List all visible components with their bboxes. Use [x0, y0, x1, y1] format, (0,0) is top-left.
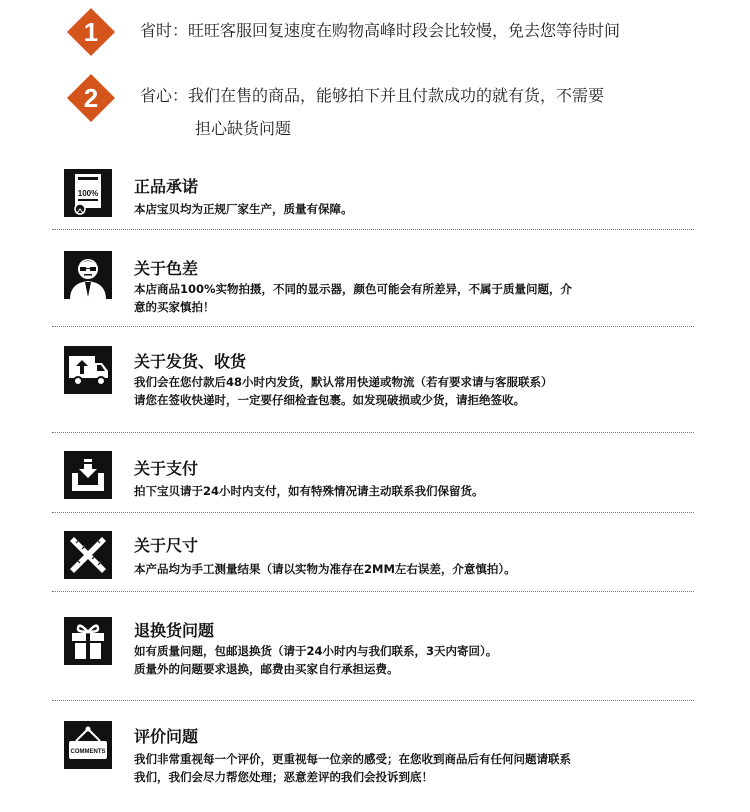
dotted-divider [52, 432, 694, 433]
section-desc-line: 拍下宝贝请于24小时内支付，如有特殊情况请主动联系我们保留货。 [134, 484, 484, 498]
section-desc-line: 请您在签收快递时，一定要仔细检查包裹。如发现破损或少货，请拒绝签收。 [134, 393, 525, 407]
dotted-divider [52, 512, 694, 513]
comments-sign-icon [64, 721, 112, 769]
payment-icon [64, 451, 112, 499]
section-title: 退换货问题 [134, 621, 215, 640]
section-title: 关于支付 [134, 459, 199, 478]
section-desc-line: 意的买家慎拍！ [134, 300, 215, 314]
delivery-truck-icon [64, 346, 112, 394]
dotted-divider [52, 700, 694, 701]
number-label: 2 [83, 83, 99, 113]
certificate-icon-text: 100% [77, 189, 99, 198]
dotted-divider [52, 326, 694, 327]
top-text: 我们在售的商品，能够拍下并且付款成功的就有货，不需要 [188, 86, 605, 105]
section-title: 关于色差 [134, 259, 199, 278]
customer-service-icon [64, 251, 112, 299]
section-desc-line: 我们，我们会尽力帮您处理；恶意差评的我们会投诉到底！ [134, 770, 433, 784]
section-title: 关于发货、收货 [134, 352, 247, 371]
ruler-icon [64, 531, 112, 579]
top-text-continued: 担心缺货问题 [195, 119, 292, 138]
gift-box-icon [64, 617, 112, 665]
section-desc-line: 质量外的问题要求退换，邮费由买家自行承担运费。 [134, 662, 399, 676]
comments-sign-text: COMMENTS [70, 749, 106, 755]
section-desc-line: 本店宝贝均为正规厂家生产，质量有保障。 [134, 202, 353, 216]
top-text: 旺旺客服回复速度在购物高峰时段会比较慢，免去您等待时间 [188, 21, 621, 40]
dotted-divider [52, 591, 694, 592]
section-title: 关于尺寸 [134, 536, 199, 555]
section-desc-line: 我们非常重视每一个评价，更重视每一位亲的感受；在您收到商品后有任何问题请联系 [134, 752, 571, 766]
certificate-icon [64, 169, 112, 217]
section-desc-line: 本店商品100%实物拍摄，不同的显示器，颜色可能会有所差异，不属于质量问题，介 [134, 282, 573, 296]
top-label: 省时： [140, 21, 189, 40]
section-title: 正品承诺 [134, 177, 199, 196]
top-label: 省心： [140, 86, 189, 105]
section-desc-line: 本产品均为手工测量结果（请以实物为准存在2MM左右误差，介意慎拍）。 [134, 562, 516, 576]
number-label: 1 [83, 17, 99, 47]
section-desc-line: 如有质量问题，包邮退换货（请于24小时内与我们联系，3天内寄回）。 [134, 644, 498, 658]
section-desc-line: 我们会在您付款后48小时内发货，默认常用快递或物流（若有要求请与客服联系） [134, 375, 553, 389]
dotted-divider [52, 229, 694, 230]
section-title: 评价问题 [134, 727, 199, 746]
